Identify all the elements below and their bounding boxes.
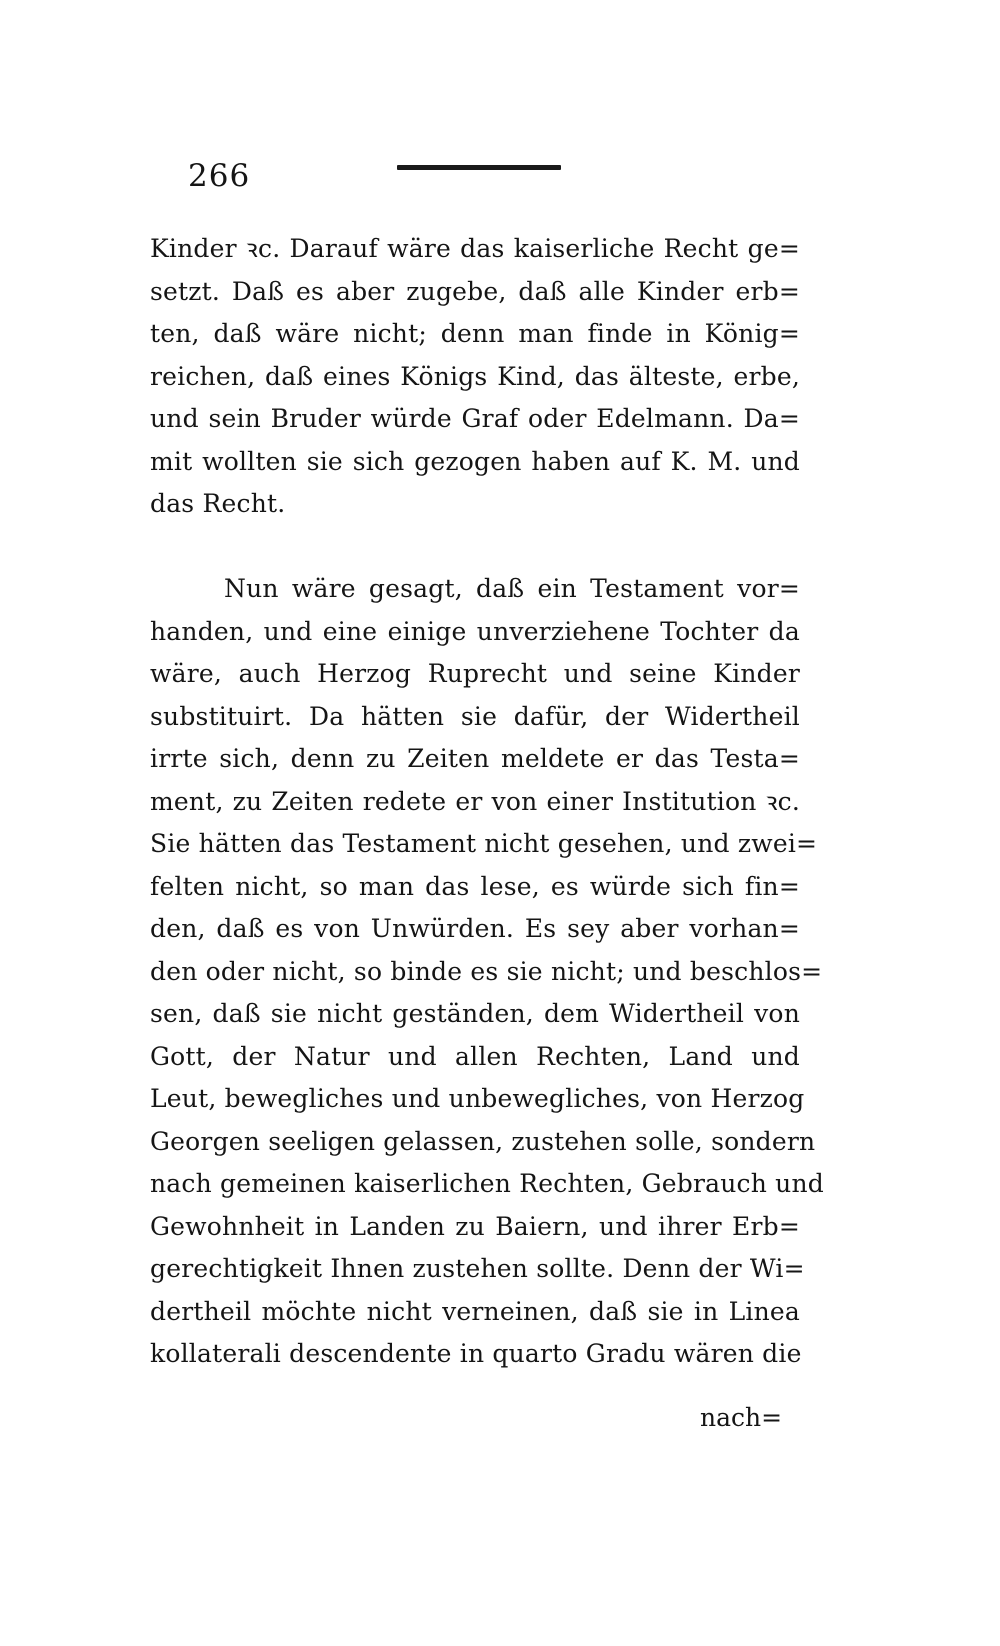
text-line: Nun wäre gesagt, daß ein Testament vor= bbox=[224, 574, 800, 603]
text-line: den oder nicht, so binde es sie nicht; und beschlos= bbox=[150, 956, 823, 986]
text-line: den, daß es von Unwürden. Es sey aber vorhan= bbox=[150, 914, 800, 943]
paragraph-2 bbox=[150, 568, 824, 1376]
text-line: setzt. Daß es aber zugebe, daß alle Kinder erb= bbox=[150, 276, 800, 306]
text-line: felten nicht, so man das lese, es würde sich fin= bbox=[150, 871, 800, 901]
text-line: Kinder ꝛc. Darauf wäre das kaiserliche Recht ge= bbox=[150, 234, 800, 263]
text-line: wäre, auch Herzog Ruprecht und seine Kinder bbox=[150, 659, 800, 688]
text-line: und sein Bruder würde Graf oder Edelmann. Da= bbox=[150, 404, 800, 433]
catchword: nach= bbox=[700, 1403, 783, 1432]
text-line: ten, daß wäre nicht; denn man finde in König= bbox=[150, 319, 800, 348]
page-number: 266 bbox=[188, 158, 251, 194]
text-line: Leut, bewegliches und unbewegliches, von Herzog bbox=[150, 1084, 805, 1113]
paragraph-1 bbox=[150, 228, 800, 526]
text-line: irrte sich, denn zu Zeiten meldete er das Testa= bbox=[150, 744, 800, 773]
text-line: nach gemeinen kaiserlichen Rechten, Gebrauch und bbox=[150, 1169, 824, 1198]
text-line: Gewohnheit in Landen zu Baiern, und ihrer Erb= bbox=[150, 1211, 800, 1241]
text-line: reichen, daß eines Königs Kind, das älteste, erbe, bbox=[150, 361, 800, 391]
text-line: dertheil möchte nicht verneinen, daß sie in Linea bbox=[150, 1296, 800, 1326]
text-line: kollaterali descendente in quarto Gradu wären die bbox=[150, 1339, 802, 1368]
text-line: Gott, der Natur und allen Rechten, Land und bbox=[150, 1041, 800, 1071]
text-line: das Recht. bbox=[150, 489, 286, 518]
header-rule bbox=[397, 165, 561, 170]
text-line: Georgen seeligen gelassen, zustehen solle, sondern bbox=[150, 1126, 816, 1156]
text-line: gerechtigkeit Ihnen zustehen sollte. Denn der Wi= bbox=[150, 1254, 805, 1283]
text-line: ment, zu Zeiten redete er von einer Institution ꝛc. bbox=[150, 786, 800, 816]
text-line: substituirt. Da hätten sie dafür, der Widertheil bbox=[150, 701, 800, 731]
text-line: sen, daß sie nicht geständen, dem Widertheil von bbox=[150, 999, 800, 1028]
text-line: Sie hätten das Testament nicht gesehen, und zwei= bbox=[150, 829, 818, 858]
text-line: handen, und eine einige unverziehene Tochter da bbox=[150, 616, 800, 646]
text-line: mit wollten sie sich gezogen haben auf K. M. und bbox=[150, 446, 800, 476]
